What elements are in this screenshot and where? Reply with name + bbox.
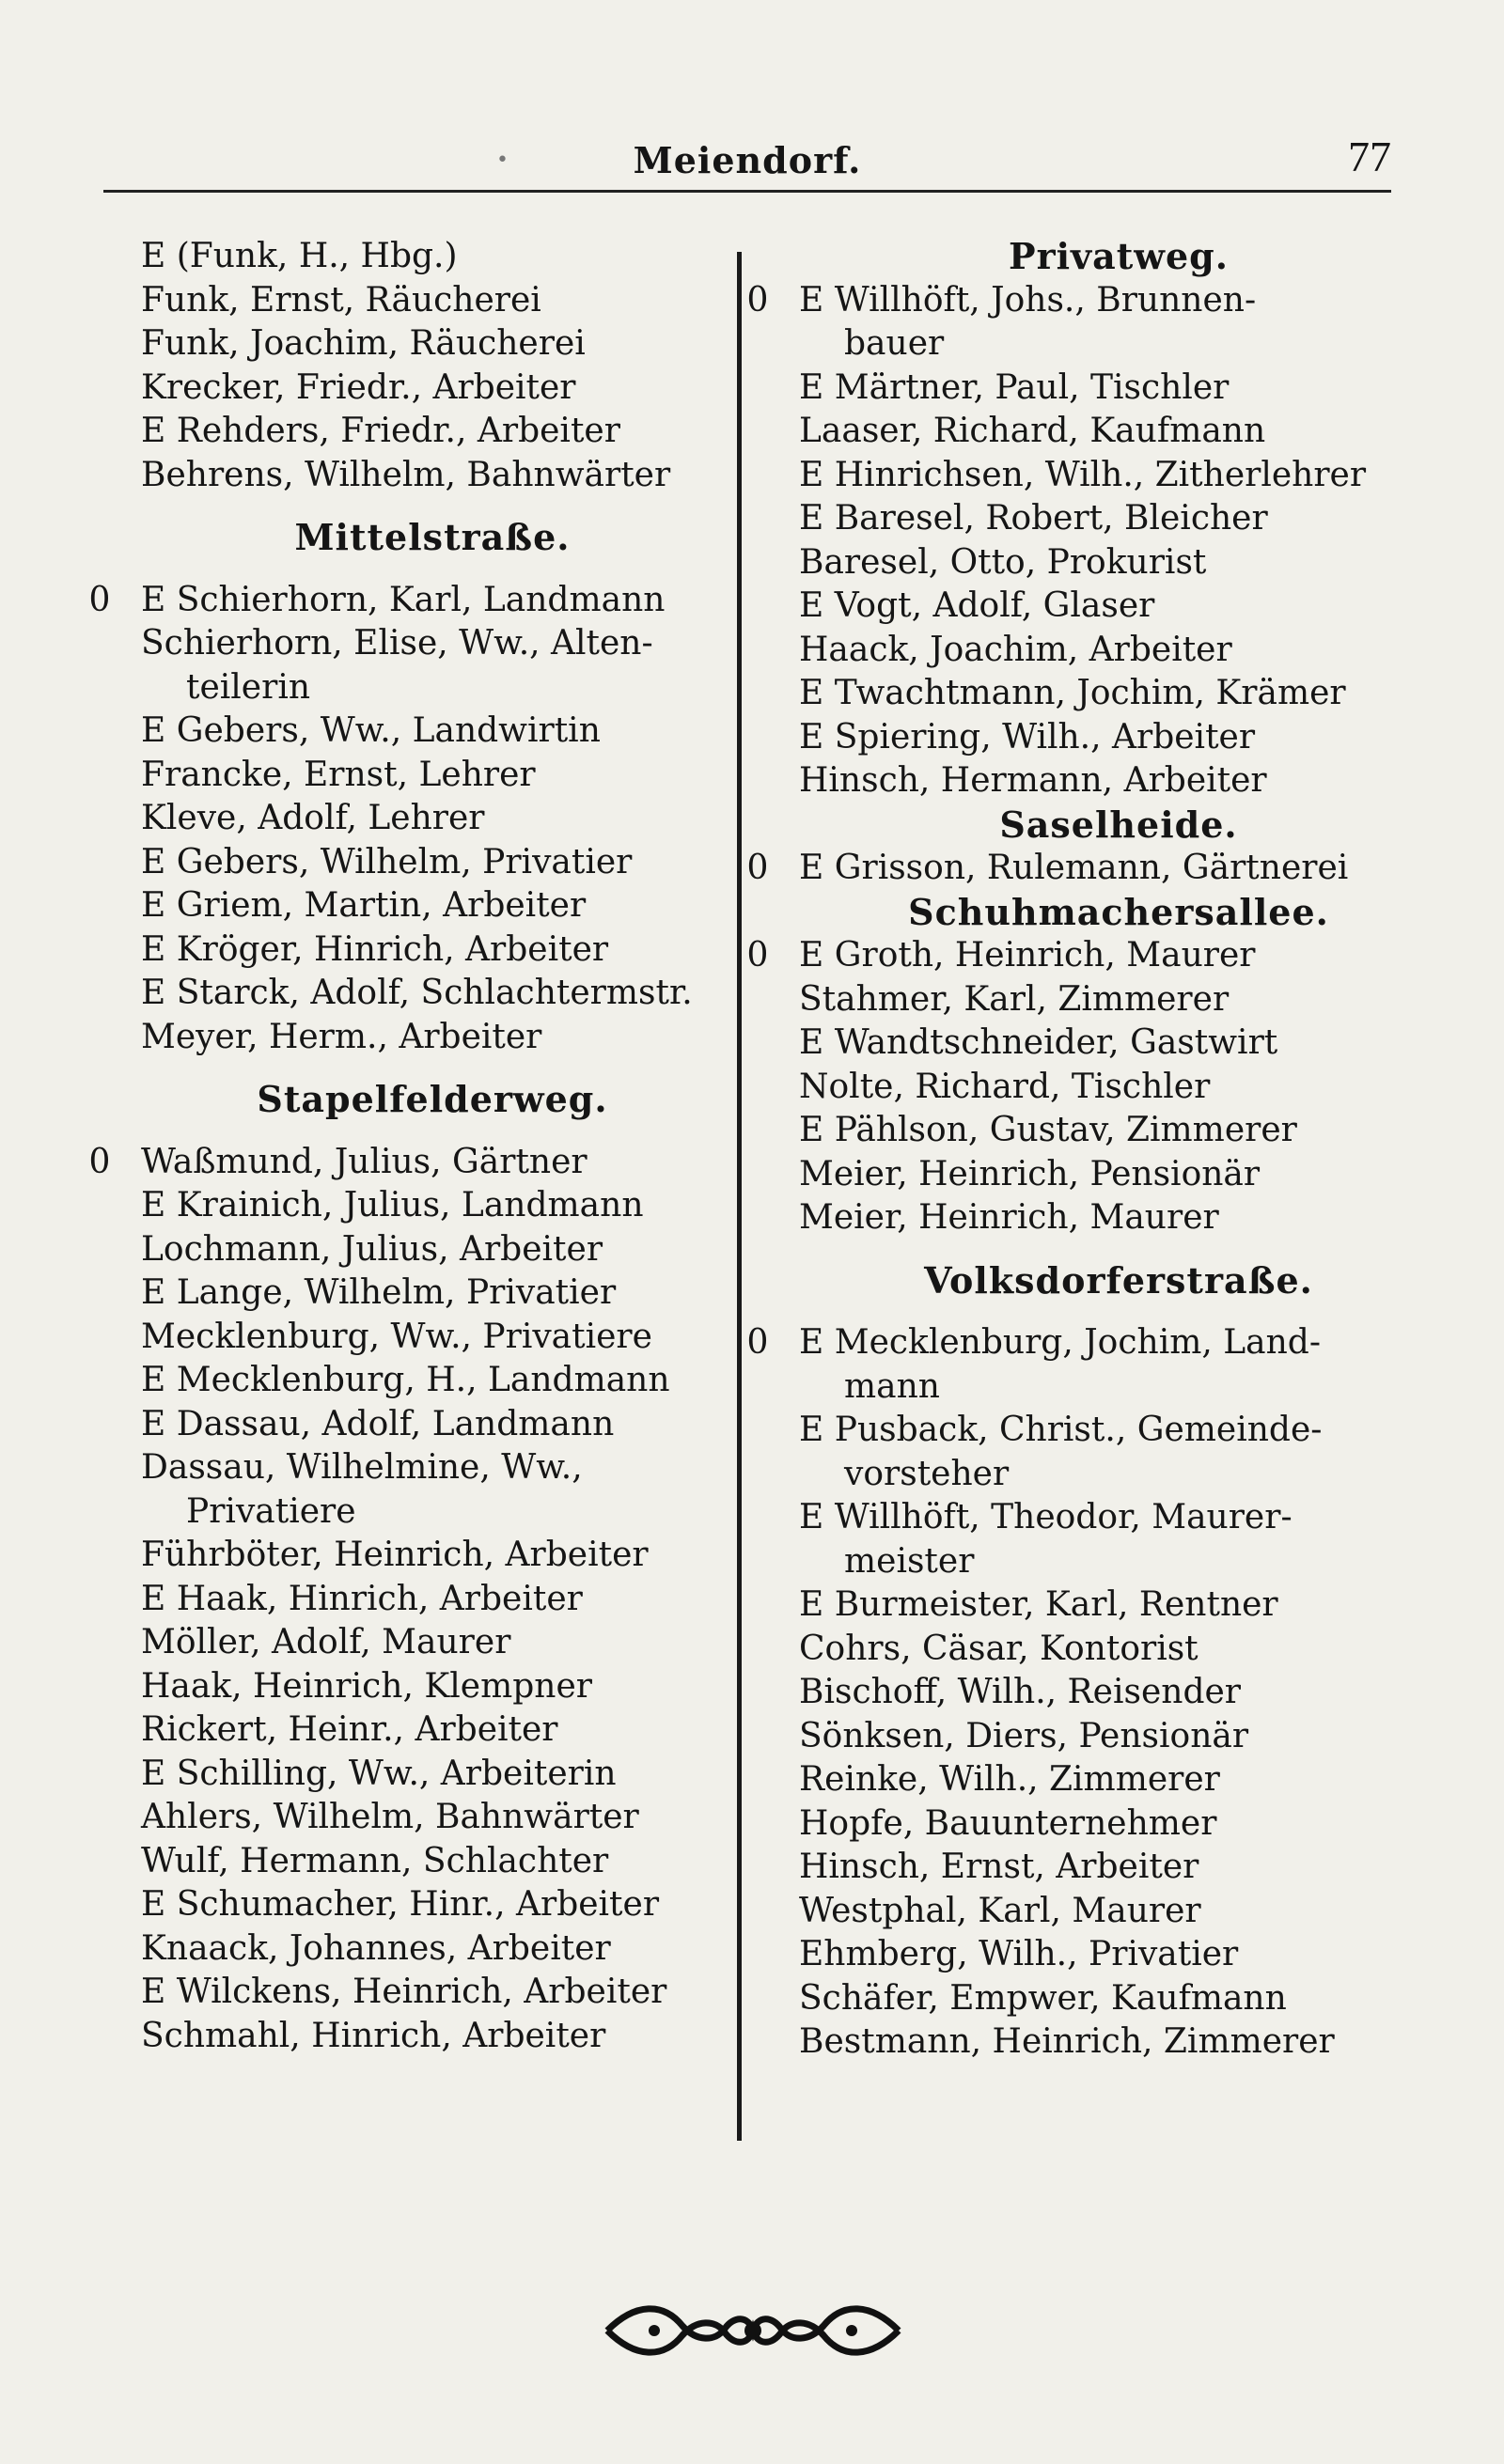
entry-marker: 0 <box>746 936 769 975</box>
resident-entry <box>141 1840 724 1884</box>
street-heading: Stapelfelderweg. <box>257 1078 608 1120</box>
entry-text: Cohrs, Cäsar, Kontorist <box>799 1629 1198 1668</box>
entry-text: E Märtner, Paul, Tischler <box>799 367 1230 407</box>
entry-text: Mecklenburg, Ww., Privatiere <box>141 1317 652 1356</box>
resident-entry <box>88 579 724 623</box>
resident-entry <box>799 1409 1438 1453</box>
entry-text: Laaser, Richard, Kaufmann <box>799 412 1266 450</box>
entry-text: E Schumacher, Hinr., Arbeiter <box>141 1885 660 1924</box>
entry-text: E Gebers, Ww., Landwirtin <box>141 711 601 750</box>
entry-text: E Wilckens, Heinrich, Arbeiter <box>141 1973 667 2011</box>
entry-text: E Krainich, Julius, Landmann <box>141 1186 644 1224</box>
entry-marker: 0 <box>746 849 769 887</box>
resident-entry <box>141 1271 724 1316</box>
entry-continuation <box>141 1490 724 1535</box>
resident-entry <box>799 1846 1438 1890</box>
section-spacer <box>141 1059 724 1078</box>
entry-text: E Groth, Heinrich, Maurer <box>799 936 1256 975</box>
running-title: Meiendorf. <box>633 139 862 181</box>
entry-text: E Baresel, Robert, Bleicher <box>799 499 1268 538</box>
entry-text: E (Funk, H., Hbg.) <box>141 237 458 275</box>
entry-continuation <box>799 322 1438 366</box>
entry-text: Rickert, Heinr., Arbeiter <box>141 1710 558 1749</box>
entry-text: E Pusback, Christ., Gemeinde- <box>799 1411 1323 1449</box>
entry-text: Haack, Joachim, Arbeiter <box>799 630 1232 669</box>
entry-continuation <box>141 666 724 710</box>
entry-text: Führböter, Heinrich, Arbeiter <box>141 1536 649 1574</box>
resident-entry <box>799 1671 1438 1715</box>
resident-entry <box>141 366 724 411</box>
resident-entry <box>141 322 724 366</box>
entry-text: Ehmberg, Wilh., Privatier <box>799 1935 1239 1973</box>
entry-text: Stahmer, Karl, Zimmerer <box>799 979 1230 1019</box>
entry-text: Krecker, Friedr., Arbeiter <box>141 367 576 407</box>
entry-text: meister <box>844 1541 975 1581</box>
entry-continuation <box>799 1365 1438 1410</box>
resident-entry <box>799 1066 1438 1110</box>
entry-text: Baresel, Otto, Prokurist <box>799 542 1207 582</box>
resident-entry <box>141 841 724 885</box>
entry-text: vorsteher <box>844 1454 1010 1493</box>
street-heading: Mittelstraße. <box>294 516 571 558</box>
entry-marker: 0 <box>88 1142 111 1181</box>
entry-text: Hinsch, Ernst, Arbeiter <box>799 1848 1199 1886</box>
entry-continuation <box>799 1453 1438 1497</box>
resident-entry <box>141 1578 724 1622</box>
entry-text: Francke, Ernst, Lehrer <box>141 755 536 794</box>
resident-entry <box>141 1403 724 1447</box>
resident-entry <box>799 541 1438 585</box>
resident-entry <box>799 366 1438 411</box>
resident-entry <box>141 928 724 973</box>
header-rule <box>103 190 1391 193</box>
entry-text: Meyer, Herm., Arbeiter <box>141 1017 542 1056</box>
resident-entry <box>799 1802 1438 1847</box>
entry-text: Funk, Ernst, Räucherei <box>141 280 541 320</box>
resident-entry <box>141 1927 724 1972</box>
resident-entry <box>141 1753 724 1797</box>
entry-text: Wulf, Hermann, Schlachter <box>141 1841 609 1880</box>
resident-entry <box>799 978 1438 1022</box>
entry-text: E Schierhorn, Karl, Landmann <box>141 580 666 619</box>
resident-entry <box>141 1316 724 1360</box>
entry-text: Bischoff, Wilh., Reisender <box>799 1673 1242 1711</box>
entry-text: Möller, Adolf, Maurer <box>141 1623 511 1661</box>
resident-entry <box>141 1534 724 1578</box>
entry-text: E Wandtschneider, Gastwirt <box>799 1023 1278 1062</box>
entry-text: E Lange, Wilhelm, Privatier <box>141 1273 617 1312</box>
resident-entry <box>141 1971 724 2015</box>
section-spacer <box>141 497 724 516</box>
resident-entry <box>141 797 724 841</box>
resident-entry <box>746 279 1438 323</box>
entry-text: Nolte, Richard, Tischler <box>799 1067 1211 1106</box>
entry-text: Funk, Joachim, Räucherei <box>141 324 586 363</box>
street-heading: Privatweg. <box>1009 235 1229 277</box>
entry-text: Waßmund, Julius, Gärtner <box>141 1142 588 1181</box>
entry-text: teilerin <box>186 667 311 707</box>
entry-text: E Spiering, Wilh., Arbeiter <box>799 717 1256 756</box>
entry-text: Schierhorn, Elise, Ww., Alten- <box>141 624 653 663</box>
resident-entry <box>799 454 1438 498</box>
entry-text: E Gebers, Wilhelm, Privatier <box>141 842 633 881</box>
resident-entry <box>141 754 724 798</box>
resident-entry <box>799 1933 1438 1977</box>
entry-marker: 0 <box>746 280 769 320</box>
column-divider <box>737 252 742 2141</box>
resident-entry <box>799 1628 1438 1672</box>
entry-text: Kleve, Adolf, Lehrer <box>141 799 485 837</box>
entry-text: mann <box>844 1366 940 1406</box>
resident-entry <box>141 884 724 928</box>
entry-text: E Haak, Hinrich, Arbeiter <box>141 1579 583 1618</box>
resident-entry <box>799 1758 1438 1802</box>
entry-text: E Mecklenburg, H., Landmann <box>141 1361 670 1399</box>
entry-text: E Burmeister, Karl, Rentner <box>799 1585 1278 1624</box>
entry-text: Behrens, Wilhelm, Bahnwärter <box>141 455 671 494</box>
resident-entry <box>746 934 1438 978</box>
entry-text: E Dassau, Adolf, Landmann <box>141 1404 615 1443</box>
resident-entry <box>141 1228 724 1272</box>
entry-text: Knaack, Johannes, Arbeiter <box>141 1928 611 1968</box>
entry-text: Hopfe, Bauunternehmer <box>799 1803 1217 1843</box>
resident-entry <box>799 1196 1438 1240</box>
resident-entry <box>141 235 724 279</box>
entry-text: Meier, Heinrich, Pensionär <box>799 1154 1261 1193</box>
resident-entry <box>141 1665 724 1709</box>
resident-entry <box>799 497 1438 541</box>
entry-text: E Griem, Martin, Arbeiter <box>141 886 587 925</box>
entry-text: E Mecklenburg, Jochim, Land- <box>799 1323 1321 1362</box>
entry-text: Lochmann, Julius, Arbeiter <box>141 1229 603 1269</box>
entry-text: Privatiere <box>186 1491 356 1531</box>
entry-text: E Willhöft, Johs., Brunnen- <box>799 280 1257 320</box>
entry-text: E Twachtmann, Jochim, Krämer <box>799 674 1346 712</box>
entry-text: Reinke, Wilh., Zimmerer <box>799 1760 1220 1799</box>
resident-entry <box>141 1016 724 1060</box>
street-heading: Saselheide. <box>999 803 1238 846</box>
entry-text: Haak, Heinrich, Klempner <box>141 1666 592 1706</box>
resident-entry <box>141 279 724 323</box>
resident-entry <box>799 1890 1438 1934</box>
entry-text: E Hinrichsen, Wilh., Zitherlehrer <box>799 455 1367 494</box>
resident-entry <box>799 629 1438 673</box>
resident-entry <box>799 1977 1438 2021</box>
resident-entry <box>88 1141 724 1185</box>
entry-text: Hinsch, Hermann, Arbeiter <box>799 761 1267 800</box>
resident-entry <box>799 672 1438 716</box>
resident-entry <box>141 410 724 454</box>
right-column <box>746 235 1438 2065</box>
entry-text: Sönksen, Diers, Pensionär <box>799 1716 1249 1755</box>
resident-entry <box>799 1583 1438 1628</box>
ornament-flourish <box>598 2284 908 2378</box>
resident-entry <box>799 759 1438 803</box>
resident-entry <box>746 1321 1438 1365</box>
left-column <box>88 235 724 2058</box>
resident-entry <box>799 1021 1438 1066</box>
resident-entry <box>141 2015 724 2059</box>
resident-entry <box>141 454 724 498</box>
entry-text: Meier, Heinrich, Maurer <box>799 1198 1219 1237</box>
resident-entry <box>141 1446 724 1490</box>
entry-text: bauer <box>844 324 945 363</box>
entry-text: E Vogt, Adolf, Glaser <box>799 586 1155 625</box>
entry-text: E Pählson, Gustav, Zimmerer <box>799 1111 1297 1149</box>
entry-text: Schäfer, Empwer, Kaufmann <box>799 1978 1287 2018</box>
entry-continuation <box>799 1540 1438 1584</box>
section-spacer <box>141 560 724 579</box>
section-spacer <box>799 1302 1438 1321</box>
entry-text: E Starck, Adolf, Schlachtermstr. <box>141 974 693 1012</box>
resident-entry <box>141 622 724 666</box>
resident-entry <box>141 1359 724 1403</box>
resident-entry <box>799 410 1438 454</box>
street-heading: Volksdorferstraße. <box>924 1258 1313 1302</box>
resident-entry <box>141 1708 724 1753</box>
resident-entry <box>799 2020 1438 2065</box>
entry-text: Westphal, Karl, Maurer <box>799 1891 1201 1930</box>
entry-text: Ahlers, Wilhelm, Bahnwärter <box>141 1798 639 1836</box>
resident-entry <box>141 1621 724 1665</box>
entry-text: E Rehders, Friedr., Arbeiter <box>141 412 620 450</box>
entry-marker: 0 <box>746 1323 769 1362</box>
entry-text: Dassau, Wilhelmine, Ww., <box>141 1448 583 1487</box>
entry-text: Schmahl, Hinrich, Arbeiter <box>141 2016 606 2055</box>
entry-text: E Schilling, Ww., Arbeiterin <box>141 1754 617 1793</box>
entry-marker: 0 <box>88 580 111 619</box>
resident-entry <box>141 1184 724 1228</box>
section-spacer <box>141 1122 724 1141</box>
resident-entry <box>141 1796 724 1840</box>
section-spacer <box>799 1240 1438 1259</box>
entry-text: E Kröger, Hinrich, Arbeiter <box>141 929 609 969</box>
resident-entry <box>799 585 1438 629</box>
resident-entry <box>799 1715 1438 1759</box>
resident-entry <box>141 1883 724 1927</box>
resident-entry <box>141 710 724 754</box>
resident-entry <box>799 716 1438 760</box>
entry-text: E Willhöft, Theodor, Maurer- <box>799 1498 1292 1536</box>
resident-entry <box>799 1109 1438 1153</box>
street-heading: Schuhmachersallee. <box>908 890 1329 933</box>
entry-text: Bestmann, Heinrich, Zimmerer <box>799 2022 1335 2061</box>
resident-entry <box>746 847 1438 891</box>
entry-text: E Grisson, Rulemann, Gärtnerei <box>799 849 1349 887</box>
resident-entry <box>141 972 724 1016</box>
resident-entry <box>799 1496 1438 1540</box>
resident-entry <box>799 1153 1438 1197</box>
page-header <box>103 132 1391 188</box>
printing-dot: • <box>496 148 509 172</box>
page-number: 77 <box>1348 133 1391 180</box>
